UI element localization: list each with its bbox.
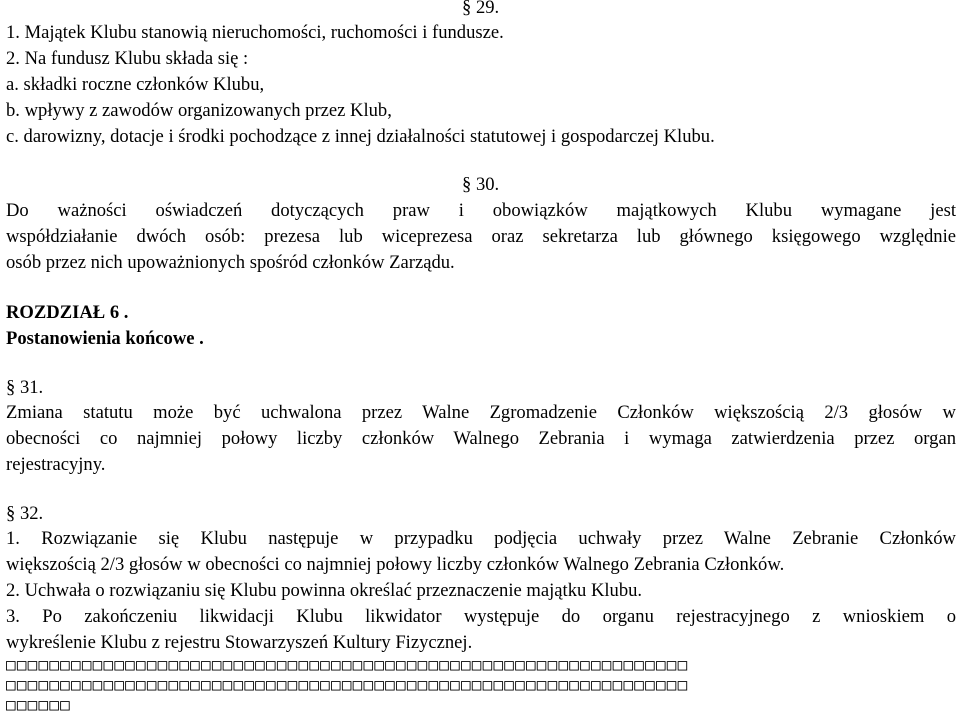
section-31-line-1: Zmiana statutu może być uchwalona przez Walne Zgromadzenie Członków większością 2/3 głosów w [6,402,956,423]
section-30-body [6,198,956,276]
chapter-subtitle: Postanowienia końcowe . [6,328,204,349]
section-32-body [6,526,956,656]
section-31-line-3: rejestracyjny. [6,454,106,475]
section-29-body [6,20,956,150]
section-32-heading: § 32. [6,503,44,524]
section-32-line-2: większością 2/3 głosów w obecności co najmniej połowy liczby członków Walnego Zebrania Członków. [6,554,785,575]
section-30-line-2: współdziałanie dwóch osób: prezesa lub wiceprezesa oraz sekretarza lub głównego księgowego względnie [6,226,956,247]
section-31-line-2: obecności co najmniej połowy liczby członków Walnego Zebrania i wymaga zatwierdzenia przez organ [6,428,956,449]
section-32-line-3: 2. Uchwała o rozwiązaniu się Klubu powinna określać przeznaczenie majątku Klubu. [6,580,643,601]
garbled-text-row-3: □□□□□□ [6,695,71,714]
section-30-line-1: Do ważności oświadczeń dotyczących praw i obowiązków majątkowych Klubu wymagane jest [6,200,956,221]
section-31-heading: § 31. [6,377,44,398]
section-31-body [6,400,956,478]
section-29-line-4: b. wpływy z zawodów organizowanych przez Klub, [6,100,392,121]
section-30-heading: § 30. [462,174,500,195]
section-29-heading: § 29. [462,0,500,18]
garbled-text-row-2: □□□□□□□□□□□□□□□□□□□□□□□□□□□□□□□□□□□□□□□□□□□□□□□□□□□□□□□□□□□□□□□ [6,675,689,694]
section-29-line-3: a. składki roczne członków Klubu, [6,74,265,95]
garbled-text-row-1: □□□□□□□□□□□□□□□□□□□□□□□□□□□□□□□□□□□□□□□□□□□□□□□□□□□□□□□□□□□□□□□ [6,655,689,674]
section-29-line-2: 2. Na fundusz Klubu składa się : [6,48,249,69]
section-29-line-5: c. darowizny, dotacje i środki pochodzące z innej działalności statutowej i gospodarczej Klubu. [6,126,715,147]
section-32-line-4: 3. Po zakończeniu likwidacji Klubu likwidator występuje do organu rejestracyjnego z wnioskiem o [6,606,956,627]
chapter-title: ROZDZIAŁ 6 . [6,302,129,323]
section-32-line-5: wykreślenie Klubu z rejestru Stowarzyszeń Kultury Fizycznej. [6,632,473,653]
section-30-line-3: osób przez nich upoważnionych spośród członków Zarządu. [6,252,455,273]
section-29-line-1: 1. Majątek Klubu stanowią nieruchomości, ruchomości i fundusze. [6,22,504,43]
section-32-line-1: 1. Rozwiązanie się Klubu następuje w przypadku podjęcia uchwały przez Walne Zebranie Członków [6,528,956,549]
chapter-heading [6,300,956,352]
